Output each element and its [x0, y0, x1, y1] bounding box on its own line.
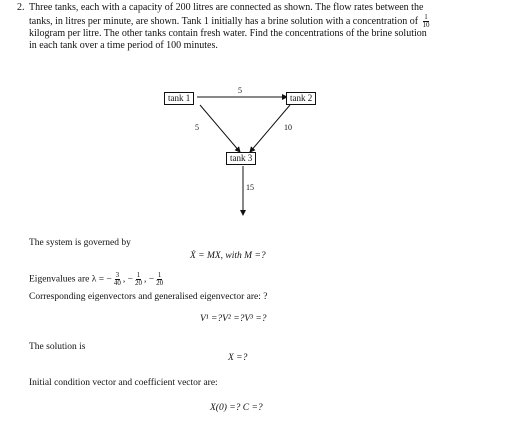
flow-label-2-3: 10	[284, 123, 292, 132]
flow-arrow-tank1-to-tank3	[200, 105, 240, 152]
system-equation: Ẋ = MX, with M =?	[190, 251, 266, 261]
eigenvalues-line: Eigenvalues are λ = − $\frac{3}{40}$ , − $\frac{1}{20}$ , − $\frac{1}{20}$	[29, 271, 164, 287]
eigenvalue-2	[134, 272, 143, 287]
system-intro: The system is governed by	[29, 238, 131, 248]
problem-number: 2.	[17, 2, 25, 13]
eigenvectors-equation: V¹ =?V² =?V³ =?	[200, 314, 267, 324]
tank-1-box: tank 1	[164, 92, 194, 105]
eigenvalue-3	[155, 272, 164, 287]
solution-intro: The solution is	[29, 342, 86, 352]
flow-label-1-3: 5	[195, 123, 199, 132]
concentration-numerator: 1	[424, 13, 428, 21]
solution-equation: X =?	[228, 353, 248, 363]
eigenvalue-3-num: 1	[157, 271, 162, 279]
eigenvalue-1-den: 40	[113, 279, 121, 287]
problem-line-3: kilogram per litre. The other tanks contain fresh water. Find the concentrations of the brine solution	[29, 28, 427, 39]
eigenvalue-3-den: 20	[156, 279, 164, 287]
initial-condition-intro: Initial condition vector and coefficient vector are:	[29, 378, 218, 388]
tank-2-box: tank 2	[286, 92, 316, 105]
eigenvalue-1	[113, 272, 122, 287]
problem-line-1: Three tanks, each with a capacity of 200 litres are connected as shown. The flow rates between the	[29, 2, 424, 13]
eigenvalue-1-num: 3	[115, 271, 120, 279]
eigenvalue-2-den: 20	[134, 279, 142, 287]
initial-condition-equation: X(0) =? C =?	[210, 403, 263, 413]
problem-line-4: in each tank over a time period of 100 minutes.	[29, 40, 218, 51]
flow-label-1-2: 5	[238, 86, 242, 95]
tank-3-box: tank 3	[226, 152, 256, 165]
eigenvalue-2-num: 1	[136, 271, 141, 279]
flow-label-out: 15	[246, 183, 254, 192]
eigenvalues-label: Eigenvalues are λ = −	[29, 274, 112, 285]
eigenvectors-label: Corresponding eigenvectors and generalised eigenvector are: ?	[29, 292, 268, 302]
concentration-denominator: 10	[422, 21, 430, 29]
problem-line-2-text: tanks, in litres per minute, are shown. Tank 1 initially has a brine solution with a concentration of	[29, 15, 419, 27]
